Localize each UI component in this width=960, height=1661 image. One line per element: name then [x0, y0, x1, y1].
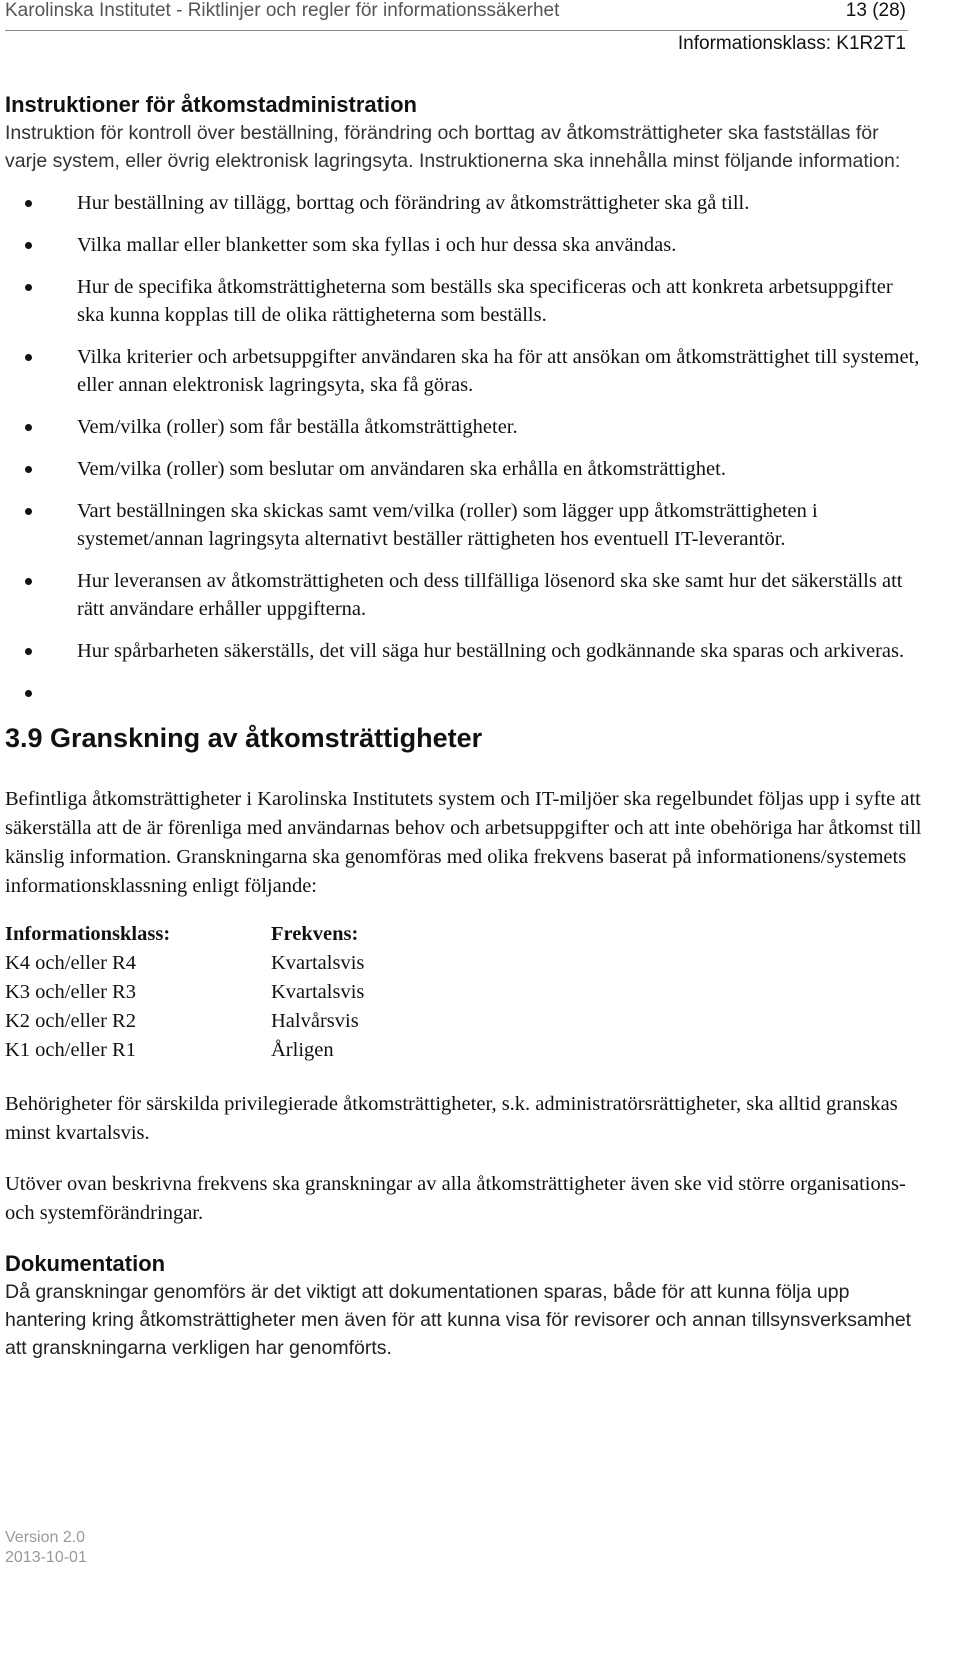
document-title: Karolinska Institutet - Riktlinjer och regler för informationssäkerhet [5, 0, 560, 21]
frequency-table [5, 923, 364, 1068]
bullet-icon [25, 242, 32, 249]
table-cell-class: K1 och/eller R1 [5, 1039, 136, 1061]
section-heading: 3.9 Granskning av åtkomsträttigheter [5, 723, 483, 753]
table-cell-class: K4 och/eller R4 [5, 952, 136, 974]
additional-paragraph: Utöver ovan beskrivna frekvens ska granskningar av alla åtkomsträttigheter även ske vid större organisations- och systemförändringar. [5, 1173, 906, 1224]
list-item [5, 343, 922, 399]
list-item [5, 637, 922, 665]
list-item [5, 455, 922, 483]
table-cell-frequency: Årligen [271, 1039, 334, 1061]
list-item-text: Hur leveransen av åtkomsträttigheten och dess tillfälliga lösenord ska ske samt hur det säkerställs att rätt användare erhåller uppgifterna. [77, 570, 903, 620]
table-header-row [5, 923, 364, 952]
page-number: 13 (28) [845, 0, 906, 21]
table-row [5, 952, 364, 981]
list-item-text: Hur beställning av tillägg, borttag och förändring av åtkomsträttigheter ska gå till. [77, 192, 750, 214]
list-item [5, 497, 922, 553]
list-item-empty [5, 679, 922, 707]
classification-label: Informationsklass: K1R2T1 [677, 33, 906, 54]
list-item [5, 413, 922, 441]
table-cell-class: K2 och/eller R2 [5, 1010, 136, 1032]
table-row [5, 1039, 364, 1068]
bullet-icon [25, 690, 32, 697]
privileged-paragraph: Behörigheter för särskilda privilegierade åtkomsträttigheter, s.k. administratörsrättigheter, ska alltid granskas minst kvartalsvis. [5, 1093, 898, 1144]
list-item-text: Vilka mallar eller blanketter som ska fyllas i och hur dessa ska användas. [77, 234, 677, 256]
table-cell-class: K3 och/eller R3 [5, 981, 136, 1003]
table-cell-frequency: Kvartalsvis [271, 952, 365, 974]
list-item-text: Vem/vilka (roller) som får beställa åtkomsträttigheter. [77, 416, 518, 438]
column-header-frequency: Frekvens: [271, 923, 359, 945]
access-admin-heading: Instruktioner för åtkomstadministration [5, 92, 417, 117]
bullet-icon [25, 424, 32, 431]
page-content [5, 91, 922, 1362]
table-row [5, 1010, 364, 1039]
bullet-icon [25, 200, 32, 207]
access-admin-intro: Instruktion för kontroll över beställning, förändring och borttag av åtkomsträttigheter ska fastställas för varje system, eller övrig elektronisk lagringsyta. Instruktionerna ska innehålla minst följande information: [5, 122, 901, 172]
table-row [5, 981, 364, 1010]
date-label: 2013-10-01 [5, 1549, 87, 1566]
bullet-icon [25, 508, 32, 515]
bullet-icon [25, 284, 32, 291]
list-item-text: Vart beställningen ska skickas samt vem/vilka (roller) som lägger upp åtkomsträttigheten i systemet/annan lagringsyta alternativt beställer rättigheten hos eventuell IT-leverantör. [77, 500, 818, 550]
version-label: Version 2.0 [5, 1529, 86, 1546]
table-cell-frequency: Kvartalsvis [271, 981, 365, 1003]
review-paragraph: Befintliga åtkomsträttigheter i Karolinska Institutets system och IT-miljöer ska regelbundet följas upp i syfte att säkerställa att de är förenliga med användarnas behov och arbetsuppgifter och att inte obehöriga har åtkomst till känslig information. Granskningarna ska genomföras med olika frekvens baserat på informationens/systemets informationsklassning enligt följande: [5, 788, 922, 897]
list-item-text: Hur spårbarheten säkerställs, det vill säga hur beställning och godkännande ska sparas och arkiveras. [77, 640, 905, 662]
table-cell-frequency: Halvårsvis [271, 1010, 359, 1032]
list-item-text: Vilka kriterier och arbetsuppgifter användaren ska ha för att ansökan om åtkomsträttighet till systemet, eller annan elektronisk lagringsyta, ska få göras. [77, 346, 920, 396]
list-item [5, 273, 922, 329]
documentation-paragraph: Då granskningar genomförs är det viktigt att dokumentationen sparas, både för att kunna följa upp hantering kring åtkomsträttigheter men även för att kunna visa för revisorer och annan tillsynsverksamhet att granskningarna verkligen har genomförts. [5, 1281, 912, 1359]
list-item-text: Vem/vilka (roller) som beslutar om användaren ska erhålla en åtkomsträttighet. [77, 458, 726, 480]
list-item [5, 567, 922, 623]
list-item-text: Hur de specifika åtkomsträttigheterna som beställs ska specificeras och att konkreta arbetsuppgifter ska kunna kopplas till de olika rättigheterna som beställs. [77, 276, 893, 326]
list-item [5, 189, 922, 217]
requirements-list [5, 189, 922, 707]
documentation-heading: Dokumentation [5, 1251, 166, 1276]
bullet-icon [25, 466, 32, 473]
bullet-icon [25, 578, 32, 585]
bullet-icon [25, 354, 32, 361]
column-header-class: Informationsklass: [5, 923, 171, 945]
header-divider [5, 30, 908, 31]
bullet-icon [25, 648, 32, 655]
list-item [5, 231, 922, 259]
footer [5, 1528, 87, 1568]
